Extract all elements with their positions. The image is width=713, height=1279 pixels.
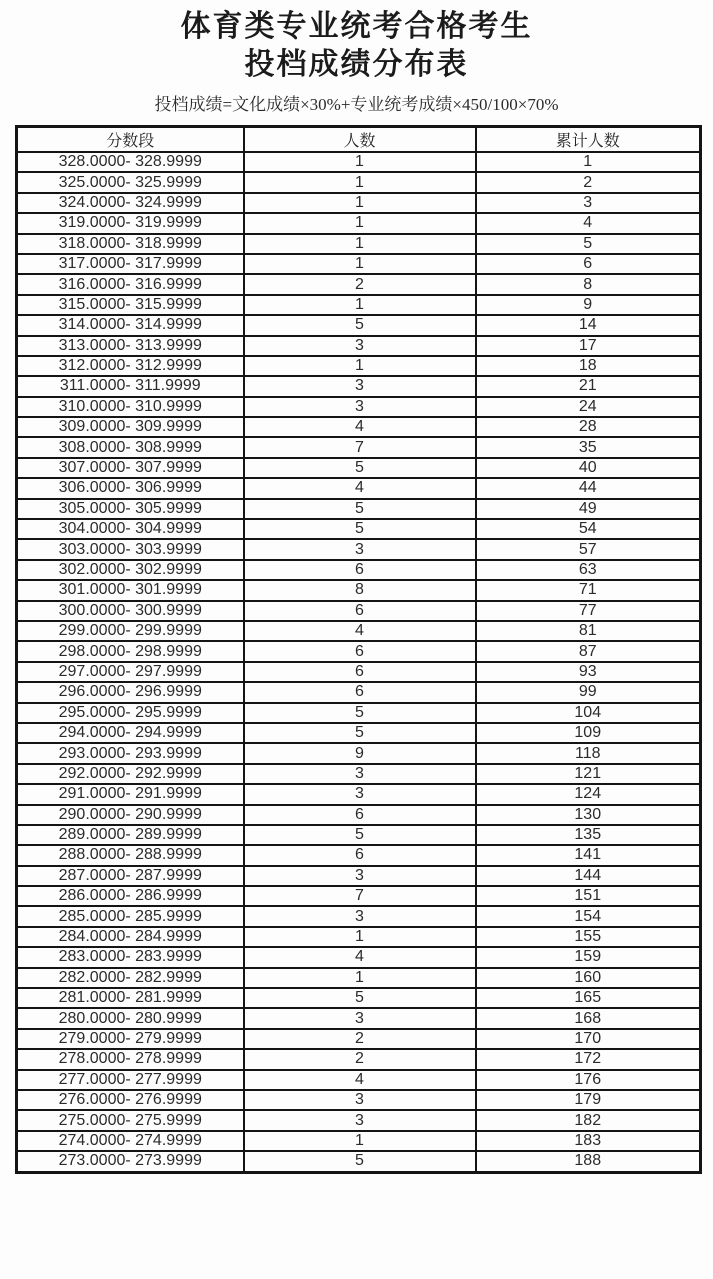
cumulative-cell: 2 xyxy=(476,172,701,192)
cumulative-cell: 155 xyxy=(476,927,701,947)
count-cell: 5 xyxy=(244,1151,476,1172)
count-cell: 2 xyxy=(244,1029,476,1049)
cumulative-cell: 99 xyxy=(476,682,701,702)
count-cell: 6 xyxy=(244,805,476,825)
count-cell: 4 xyxy=(244,621,476,641)
count-cell: 5 xyxy=(244,825,476,845)
score-range-cell: 295.0000- 295.9999 xyxy=(17,703,244,723)
score-range-cell: 314.0000- 314.9999 xyxy=(17,315,244,335)
score-range-cell: 273.0000- 273.9999 xyxy=(17,1151,244,1172)
table-row xyxy=(17,315,701,335)
score-range-cell: 281.0000- 281.9999 xyxy=(17,988,244,1008)
table-row xyxy=(17,805,701,825)
table-body xyxy=(17,152,701,1172)
cumulative-cell: 170 xyxy=(476,1029,701,1049)
count-cell: 5 xyxy=(244,988,476,1008)
cumulative-cell: 179 xyxy=(476,1090,701,1110)
cumulative-cell: 18 xyxy=(476,356,701,376)
table-row xyxy=(17,703,701,723)
count-cell: 3 xyxy=(244,1090,476,1110)
table-header-row xyxy=(17,127,701,153)
score-range-cell: 274.0000- 274.9999 xyxy=(17,1131,244,1151)
table-row xyxy=(17,580,701,600)
count-cell: 3 xyxy=(244,764,476,784)
cumulative-cell: 14 xyxy=(476,315,701,335)
count-cell: 1 xyxy=(244,172,476,192)
score-formula: 投档成绩=文化成绩×30%+专业统考成绩×450/100×70% xyxy=(154,95,559,114)
cumulative-cell: 172 xyxy=(476,1049,701,1069)
table-row xyxy=(17,560,701,580)
table-row xyxy=(17,906,701,926)
table-row xyxy=(17,764,701,784)
score-range-cell: 318.0000- 318.9999 xyxy=(17,234,244,254)
count-cell: 1 xyxy=(244,356,476,376)
cumulative-cell: 144 xyxy=(476,866,701,886)
count-cell: 4 xyxy=(244,417,476,437)
column-header-cumulative: 累计人数 xyxy=(476,127,701,153)
count-cell: 5 xyxy=(244,519,476,539)
score-range-cell: 293.0000- 293.9999 xyxy=(17,743,244,763)
cumulative-cell: 44 xyxy=(476,478,701,498)
table-row xyxy=(17,825,701,845)
score-range-cell: 324.0000- 324.9999 xyxy=(17,193,244,213)
score-distribution-table xyxy=(15,125,702,1174)
count-cell: 6 xyxy=(244,845,476,865)
table-row xyxy=(17,193,701,213)
table-row xyxy=(17,519,701,539)
page-title-line2: 投档成绩分布表 xyxy=(244,48,469,81)
cumulative-cell: 24 xyxy=(476,397,701,417)
cumulative-cell: 77 xyxy=(476,601,701,621)
table-row xyxy=(17,1049,701,1069)
cumulative-cell: 165 xyxy=(476,988,701,1008)
count-cell: 3 xyxy=(244,539,476,559)
table-row xyxy=(17,397,701,417)
cumulative-cell: 3 xyxy=(476,193,701,213)
count-cell: 3 xyxy=(244,784,476,804)
cumulative-cell: 135 xyxy=(476,825,701,845)
cumulative-cell: 188 xyxy=(476,1151,701,1172)
score-range-cell: 317.0000- 317.9999 xyxy=(17,254,244,274)
score-range-cell: 296.0000- 296.9999 xyxy=(17,682,244,702)
count-cell: 3 xyxy=(244,1110,476,1130)
table-row xyxy=(17,988,701,1008)
table-row xyxy=(17,458,701,478)
score-range-cell: 325.0000- 325.9999 xyxy=(17,172,244,192)
count-cell: 2 xyxy=(244,274,476,294)
count-cell: 4 xyxy=(244,1070,476,1090)
page-title xyxy=(0,0,713,84)
cumulative-cell: 93 xyxy=(476,662,701,682)
count-cell: 1 xyxy=(244,1131,476,1151)
score-range-cell: 275.0000- 275.9999 xyxy=(17,1110,244,1130)
count-cell: 4 xyxy=(244,947,476,967)
cumulative-cell: 176 xyxy=(476,1070,701,1090)
cumulative-cell: 9 xyxy=(476,295,701,315)
table-row xyxy=(17,866,701,886)
count-cell: 5 xyxy=(244,723,476,743)
score-range-cell: 312.0000- 312.9999 xyxy=(17,356,244,376)
score-range-cell: 286.0000- 286.9999 xyxy=(17,886,244,906)
score-range-cell: 306.0000- 306.9999 xyxy=(17,478,244,498)
table-row xyxy=(17,947,701,967)
count-cell: 8 xyxy=(244,580,476,600)
score-range-cell: 311.0000- 311.9999 xyxy=(17,376,244,396)
score-range-cell: 290.0000- 290.9999 xyxy=(17,805,244,825)
score-range-cell: 285.0000- 285.9999 xyxy=(17,906,244,926)
cumulative-cell: 124 xyxy=(476,784,701,804)
cumulative-cell: 183 xyxy=(476,1131,701,1151)
score-range-cell: 299.0000- 299.9999 xyxy=(17,621,244,641)
table-row xyxy=(17,1090,701,1110)
table-row xyxy=(17,478,701,498)
count-cell: 7 xyxy=(244,886,476,906)
table-row xyxy=(17,274,701,294)
score-range-cell: 308.0000- 308.9999 xyxy=(17,437,244,457)
count-cell: 6 xyxy=(244,601,476,621)
cumulative-cell: 87 xyxy=(476,641,701,661)
count-cell: 3 xyxy=(244,1008,476,1028)
count-cell: 2 xyxy=(244,1049,476,1069)
cumulative-cell: 8 xyxy=(476,274,701,294)
cumulative-cell: 130 xyxy=(476,805,701,825)
cumulative-cell: 121 xyxy=(476,764,701,784)
score-range-cell: 315.0000- 315.9999 xyxy=(17,295,244,315)
score-range-cell: 305.0000- 305.9999 xyxy=(17,499,244,519)
count-cell: 5 xyxy=(244,458,476,478)
count-cell: 1 xyxy=(244,295,476,315)
column-header-count: 人数 xyxy=(244,127,476,153)
count-cell: 5 xyxy=(244,703,476,723)
score-range-cell: 302.0000- 302.9999 xyxy=(17,560,244,580)
table-row xyxy=(17,152,701,172)
score-range-cell: 298.0000- 298.9999 xyxy=(17,641,244,661)
count-cell: 6 xyxy=(244,560,476,580)
cumulative-cell: 1 xyxy=(476,152,701,172)
table-row xyxy=(17,743,701,763)
score-range-cell: 294.0000- 294.9999 xyxy=(17,723,244,743)
cumulative-cell: 6 xyxy=(476,254,701,274)
score-range-cell: 288.0000- 288.9999 xyxy=(17,845,244,865)
table-row xyxy=(17,336,701,356)
table-row xyxy=(17,1110,701,1130)
count-cell: 3 xyxy=(244,906,476,926)
cumulative-cell: 160 xyxy=(476,968,701,988)
score-range-cell: 303.0000- 303.9999 xyxy=(17,539,244,559)
table-row xyxy=(17,234,701,254)
count-cell: 6 xyxy=(244,641,476,661)
table-row xyxy=(17,1070,701,1090)
cumulative-cell: 81 xyxy=(476,621,701,641)
count-cell: 1 xyxy=(244,927,476,947)
score-range-cell: 282.0000- 282.9999 xyxy=(17,968,244,988)
score-range-cell: 289.0000- 289.9999 xyxy=(17,825,244,845)
score-range-cell: 309.0000- 309.9999 xyxy=(17,417,244,437)
table-row xyxy=(17,1151,701,1172)
cumulative-cell: 40 xyxy=(476,458,701,478)
count-cell: 5 xyxy=(244,315,476,335)
cumulative-cell: 71 xyxy=(476,580,701,600)
score-range-cell: 283.0000- 283.9999 xyxy=(17,947,244,967)
cumulative-cell: 17 xyxy=(476,336,701,356)
table-row xyxy=(17,784,701,804)
table-row xyxy=(17,213,701,233)
cumulative-cell: 57 xyxy=(476,539,701,559)
count-cell: 6 xyxy=(244,682,476,702)
count-cell: 3 xyxy=(244,376,476,396)
cumulative-cell: 21 xyxy=(476,376,701,396)
score-range-cell: 301.0000- 301.9999 xyxy=(17,580,244,600)
table-row xyxy=(17,886,701,906)
table-row xyxy=(17,723,701,743)
cumulative-cell: 28 xyxy=(476,417,701,437)
table-row xyxy=(17,356,701,376)
count-cell: 1 xyxy=(244,193,476,213)
table-row xyxy=(17,621,701,641)
score-range-cell: 278.0000- 278.9999 xyxy=(17,1049,244,1069)
table-row xyxy=(17,927,701,947)
column-header-score-range: 分数段 xyxy=(17,127,244,153)
score-range-cell: 279.0000- 279.9999 xyxy=(17,1029,244,1049)
page-title-line1: 体育类专业统考合格考生 xyxy=(180,10,533,43)
count-cell: 1 xyxy=(244,968,476,988)
score-range-cell: 313.0000- 313.9999 xyxy=(17,336,244,356)
cumulative-cell: 109 xyxy=(476,723,701,743)
cumulative-cell: 5 xyxy=(476,234,701,254)
count-cell: 1 xyxy=(244,254,476,274)
table-row xyxy=(17,539,701,559)
score-range-cell: 300.0000- 300.9999 xyxy=(17,601,244,621)
cumulative-cell: 151 xyxy=(476,886,701,906)
table-row xyxy=(17,662,701,682)
cumulative-cell: 4 xyxy=(476,213,701,233)
table-row xyxy=(17,295,701,315)
table-row xyxy=(17,172,701,192)
count-cell: 1 xyxy=(244,234,476,254)
cumulative-cell: 49 xyxy=(476,499,701,519)
count-cell: 1 xyxy=(244,152,476,172)
score-range-cell: 280.0000- 280.9999 xyxy=(17,1008,244,1028)
score-range-cell: 316.0000- 316.9999 xyxy=(17,274,244,294)
table-row xyxy=(17,417,701,437)
cumulative-cell: 182 xyxy=(476,1110,701,1130)
score-range-cell: 287.0000- 287.9999 xyxy=(17,866,244,886)
cumulative-cell: 168 xyxy=(476,1008,701,1028)
count-cell: 6 xyxy=(244,662,476,682)
table-row xyxy=(17,845,701,865)
score-range-cell: 284.0000- 284.9999 xyxy=(17,927,244,947)
score-range-cell: 307.0000- 307.9999 xyxy=(17,458,244,478)
table-row xyxy=(17,682,701,702)
cumulative-cell: 118 xyxy=(476,743,701,763)
count-cell: 3 xyxy=(244,866,476,886)
score-range-cell: 277.0000- 277.9999 xyxy=(17,1070,244,1090)
table-row xyxy=(17,641,701,661)
score-range-cell: 304.0000- 304.9999 xyxy=(17,519,244,539)
table-header xyxy=(17,127,701,153)
score-range-cell: 291.0000- 291.9999 xyxy=(17,784,244,804)
score-range-cell: 310.0000- 310.9999 xyxy=(17,397,244,417)
cumulative-cell: 54 xyxy=(476,519,701,539)
count-cell: 3 xyxy=(244,336,476,356)
cumulative-cell: 104 xyxy=(476,703,701,723)
count-cell: 7 xyxy=(244,437,476,457)
cumulative-cell: 35 xyxy=(476,437,701,457)
count-cell: 5 xyxy=(244,499,476,519)
table-row xyxy=(17,499,701,519)
count-cell: 4 xyxy=(244,478,476,498)
cumulative-cell: 154 xyxy=(476,906,701,926)
table-row xyxy=(17,968,701,988)
score-range-cell: 328.0000- 328.9999 xyxy=(17,152,244,172)
table-row xyxy=(17,1131,701,1151)
table-row xyxy=(17,1029,701,1049)
table-row xyxy=(17,254,701,274)
table-row xyxy=(17,601,701,621)
table-row xyxy=(17,437,701,457)
cumulative-cell: 141 xyxy=(476,845,701,865)
score-range-cell: 292.0000- 292.9999 xyxy=(17,764,244,784)
count-cell: 9 xyxy=(244,743,476,763)
table-row xyxy=(17,376,701,396)
score-range-cell: 276.0000- 276.9999 xyxy=(17,1090,244,1110)
count-cell: 1 xyxy=(244,213,476,233)
table-row xyxy=(17,1008,701,1028)
score-range-cell: 319.0000- 319.9999 xyxy=(17,213,244,233)
count-cell: 3 xyxy=(244,397,476,417)
cumulative-cell: 63 xyxy=(476,560,701,580)
score-range-cell: 297.0000- 297.9999 xyxy=(17,662,244,682)
cumulative-cell: 159 xyxy=(476,947,701,967)
